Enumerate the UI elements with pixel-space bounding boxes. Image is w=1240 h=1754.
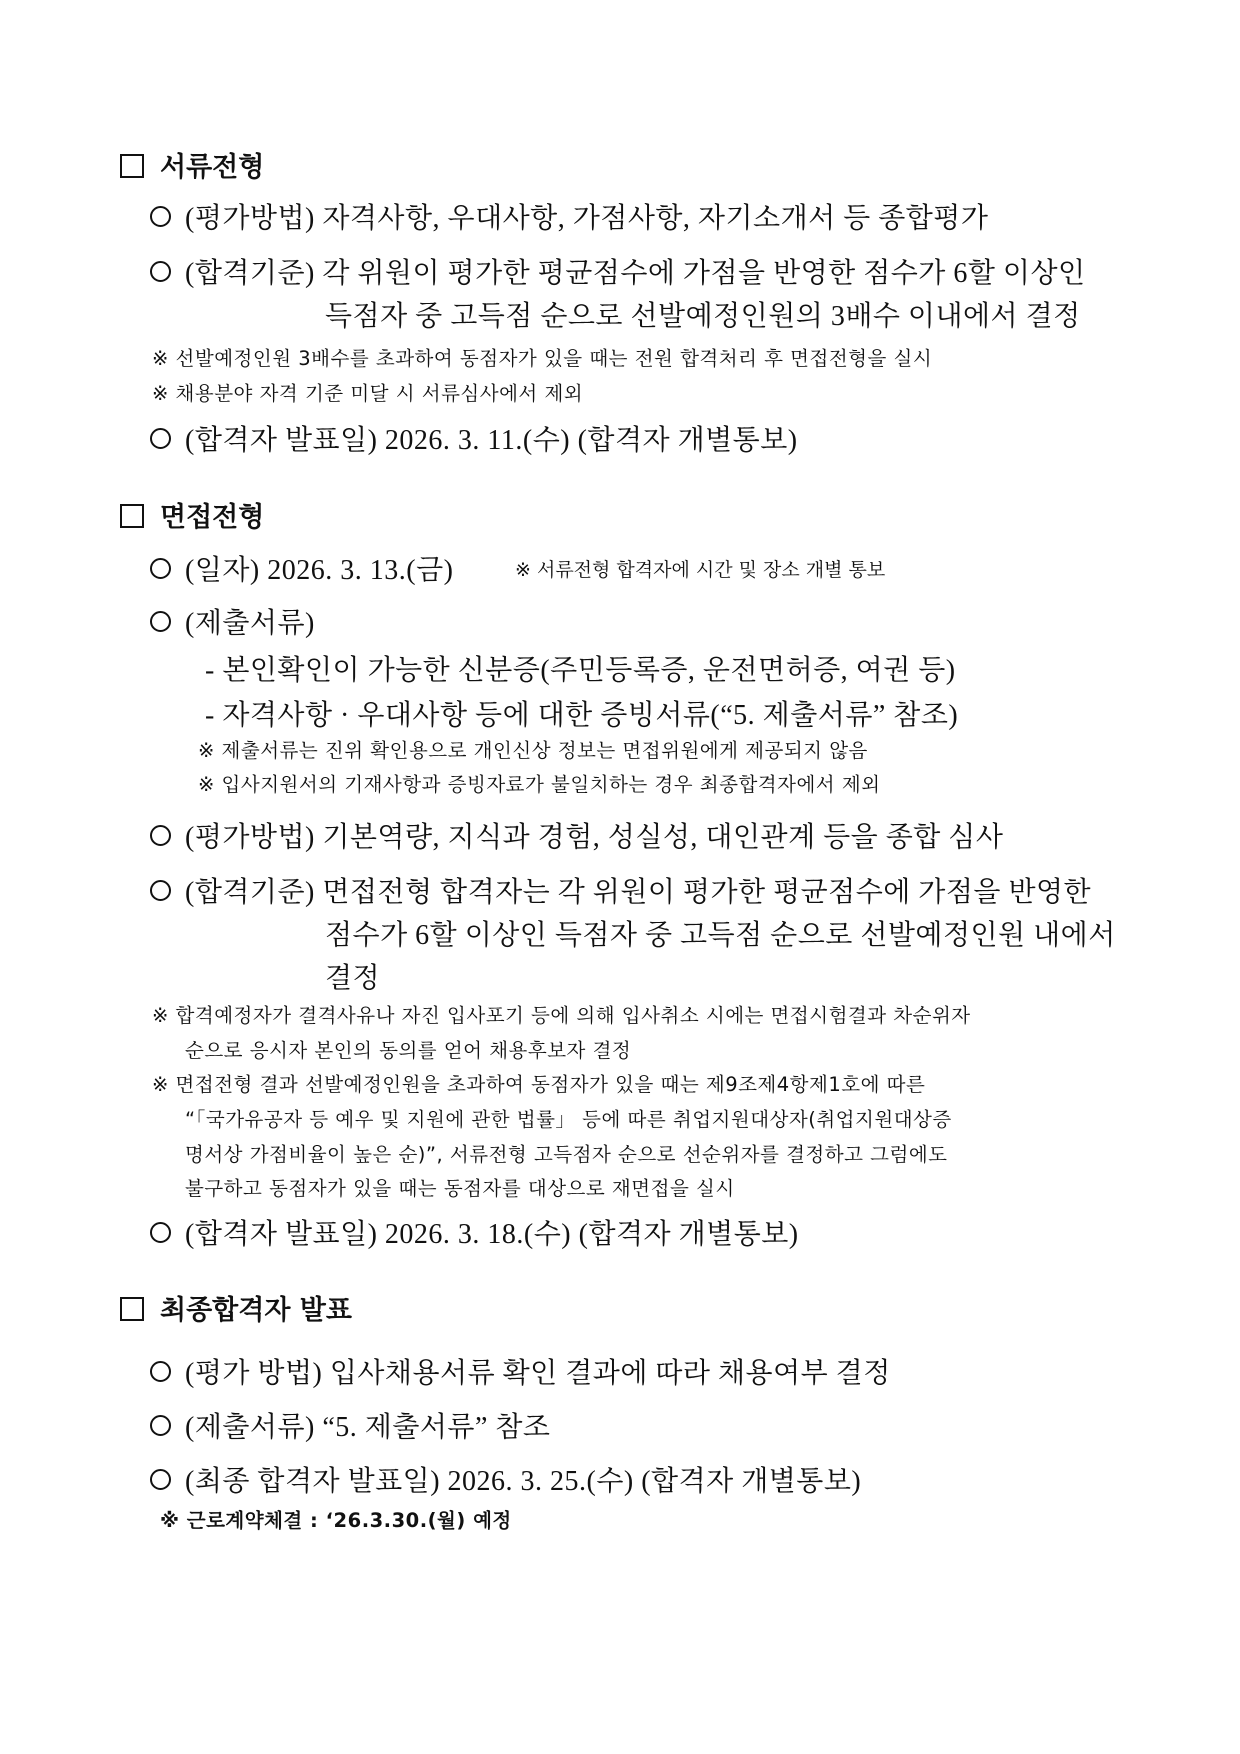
doc-proof-documents: - 자격사항 · 우대사항 등에 대한 증빙서류(“5. 제출서류” 참조) — [205, 700, 959, 731]
circle-bullet-icon — [150, 206, 171, 227]
note-documents-mismatch: ※ 입사지원서의 기재사항과 증빙자료가 불일치하는 경우 최종합격자에서 제외 — [198, 773, 881, 796]
item-final-evaluation: (평가 방법) 입사채용서류 확인 결과에 따라 채용여부 결정 — [150, 1351, 891, 1391]
circle-bullet-icon — [150, 1222, 171, 1243]
circle-bullet-icon — [150, 428, 171, 449]
note-interview-tie-cont2: 명서상 가점비율이 높은 순)”, 서류전형 고득점자 순으로 선순위자를 결정하고 그럼에도 — [185, 1143, 948, 1166]
circle-bullet-icon — [150, 1469, 171, 1490]
checkbox-square-icon — [120, 154, 144, 178]
note-cancellation-cont: 순으로 응시자 본인의 동의를 얻어 채용후보자 결정 — [185, 1039, 632, 1062]
note-interview-tie-cont1: “「국가유공자 등 예우 및 지원에 관한 법률」 등에 따른 취업지원대상자(취업지원대상증 — [185, 1108, 952, 1131]
item-interview-date: (일자) 2026. 3. 13.(금) — [150, 548, 453, 588]
note-cancellation: ※ 합격예정자가 결격사유나 자진 입사포기 등에 의해 입사취소 시에는 면접시험결과 차순위자 — [152, 1004, 971, 1027]
note-qualification-exclusion: ※ 채용분야 자격 기준 미달 시 서류심사에서 제외 — [152, 382, 584, 405]
item-final-announcement-date: (최종 합격자 발표일) 2026. 3. 25.(수) (합격자 개별통보) — [150, 1459, 861, 1499]
circle-bullet-icon — [150, 880, 171, 901]
circle-bullet-icon — [150, 611, 171, 632]
item-announcement-date: (합격자 발표일) 2026. 3. 11.(수) (합격자 개별통보) — [150, 418, 798, 458]
note-documents-verification: ※ 제출서류는 진위 확인용으로 개인신상 정보는 면접위원에게 제공되지 않음 — [198, 739, 868, 762]
note-tie-handling: ※ 선발예정인원 3배수를 초과하여 동점자가 있을 때는 전원 합격처리 후 면접전형을 실시 — [152, 347, 933, 370]
item-evaluation-method: (평가방법) 자격사항, 우대사항, 가점사항, 자기소개서 등 종합평가 — [150, 196, 988, 236]
note-interview-notice: ※ 서류전형 합격자에 시간 및 장소 개별 통보 — [515, 559, 886, 581]
section-title-interview: 면접전형 — [120, 495, 264, 534]
circle-bullet-icon — [150, 1415, 171, 1436]
note-interview-tie: ※ 면접전형 결과 선발예정인원을 초과하여 동점자가 있을 때는 제9조제4항제1호에 따른 — [152, 1073, 926, 1096]
circle-bullet-icon — [150, 1361, 171, 1382]
checkbox-square-icon — [120, 504, 144, 528]
doc-id-card: - 본인확인이 가능한 신분증(주민등록증, 운전면허증, 여권 등) — [205, 655, 956, 686]
item-pass-criteria: (합격기준) 각 위원이 평가한 평균점수에 가점을 반영한 점수가 6할 이상인 — [150, 251, 1086, 291]
item-interview-pass-criteria-cont2: 결정 — [325, 963, 381, 994]
circle-bullet-icon — [150, 825, 171, 846]
item-interview-announcement: (합격자 발표일) 2026. 3. 18.(수) (합격자 개별통보) — [150, 1212, 799, 1252]
note-interview-tie-cont3: 불구하고 동점자가 있을 때는 동점자를 대상으로 재면접을 실시 — [185, 1177, 735, 1200]
item-interview-pass-criteria: (합격기준) 면접전형 합격자는 각 위원이 평가한 평균점수에 가점을 반영한 — [150, 870, 1091, 910]
item-interview-pass-criteria-cont1: 점수가 6할 이상인 득점자 중 고득점 순으로 선발예정인원 내에서 — [325, 920, 1116, 951]
note-contract-signing: ※ 근로계약체결 : ‘26.3.30.(월) 예정 — [160, 1509, 512, 1532]
circle-bullet-icon — [150, 558, 171, 579]
section-title-final-announcement: 최종합격자 발표 — [120, 1288, 352, 1327]
section-title-document-screening: 서류전형 — [120, 145, 264, 184]
item-final-documents: (제출서류) “5. 제출서류” 참조 — [150, 1405, 551, 1445]
item-required-documents: (제출서류) — [150, 601, 315, 641]
circle-bullet-icon — [150, 261, 171, 282]
checkbox-square-icon — [120, 1297, 144, 1321]
item-pass-criteria-cont: 득점자 중 고득점 순으로 선발예정인원의 3배수 이내에서 결정 — [325, 301, 1081, 332]
item-interview-evaluation: (평가방법) 기본역량, 지식과 경험, 성실성, 대인관계 등을 종합 심사 — [150, 815, 1003, 855]
